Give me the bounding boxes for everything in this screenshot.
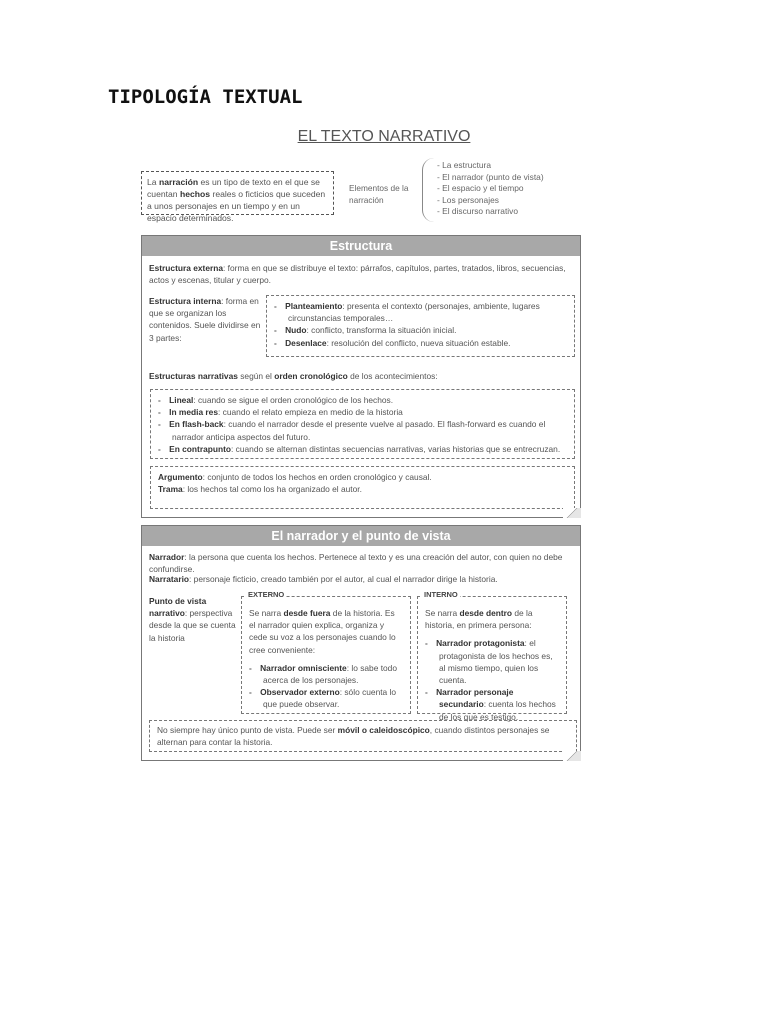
estructura-interna [149, 295, 267, 344]
interno-label: INTERNO [424, 590, 458, 599]
list-item [274, 300, 567, 324]
argumento-line [158, 471, 567, 483]
estructuras-narrativas-box [150, 389, 575, 459]
narratario-term: Narratario [149, 574, 190, 584]
estructura-header: Estructura [142, 236, 580, 256]
item-text: : resolución del conflicto, nueva situación estable. [326, 337, 511, 348]
item-text: : presenta el contexto (personajes, ambiente, lugares circunstancias temporales… [288, 301, 540, 324]
trama-text: : los hechos tal como los ha organizado el autor. [182, 484, 362, 495]
narratario-definition [149, 573, 577, 585]
narrativas-term: Estructuras narrativas [149, 371, 238, 381]
elements-label: Elementos de la narración [349, 183, 409, 205]
estructura-externa-term: Estructura externa [149, 263, 224, 273]
list-item [158, 418, 567, 442]
note-box [149, 720, 577, 752]
item-term: Narrador protagonista [436, 638, 525, 649]
estructura-interna-box [266, 295, 575, 357]
page-fold-corner [563, 508, 581, 518]
item-term: Narrador personaje secundario [436, 687, 514, 710]
element-item: - La estructura [437, 160, 544, 172]
trama-term: Trama [158, 484, 183, 495]
externo-text-2: de la historia. Es el narrador quien explica, organiza y cede su voz a los personajes cuando lo cree conveniente: [249, 608, 396, 655]
estructuras-narrativas-title [149, 370, 569, 382]
punto-de-vista [149, 595, 243, 644]
pov-term: Punto de vista narrativo [149, 596, 207, 619]
list-item [158, 443, 567, 455]
list-item [249, 662, 403, 686]
element-item: - El espacio y el tiempo [437, 183, 544, 195]
narration-definition-box [141, 171, 334, 224]
note-text-2: , cuando distintos personajes se alternan para contar la historia. [157, 725, 550, 748]
item-term: Planteamiento [285, 301, 343, 311]
narrador-header: El narrador y el punto de vista [142, 526, 580, 546]
item-term: In media res [169, 407, 219, 418]
page-heading: TIPOLOGÍA TEXTUAL [108, 86, 303, 108]
brace-divider [422, 158, 435, 222]
narratario-text: : personaje ficticio, creado también por el autor, al cual el narrador dirige la historia. [189, 574, 498, 584]
narrativas-end: de los acontecimientos: [347, 371, 438, 381]
list-item [425, 637, 559, 686]
externo-term: desde fuera [283, 608, 331, 618]
narrativas-mid: según el [237, 371, 275, 381]
item-term: En flash-back [169, 419, 224, 430]
item-term: Observador externo [260, 687, 340, 698]
list-item [274, 337, 567, 349]
list-item [158, 406, 567, 418]
estructura-card [141, 235, 581, 518]
narrador-term: Narrador [149, 552, 185, 562]
narrador-definition [149, 551, 577, 575]
intro-text-2: es un tipo de texto en el que se cuentan [147, 177, 320, 200]
item-text: : sólo cuenta lo que puede observar. [263, 687, 397, 710]
narrativas-term2: orden cronológico [274, 371, 348, 381]
trama-line [158, 483, 567, 495]
list-item [425, 686, 559, 723]
intro-text-1: La [147, 177, 159, 187]
estructura-interna-text: : forma en que se organizan los contenidos. Suele dividirse en 3 partes: [149, 296, 261, 343]
document-title [0, 128, 768, 146]
page-fold-corner [563, 751, 581, 761]
list-item [158, 394, 567, 406]
item-text: : cuando se sigue el orden cronológico de los hechos. [193, 395, 394, 405]
interno-text-1: Se narra [425, 608, 460, 618]
item-text: : el protagonista de los hechos es, al mismo tiempo, quien los cuenta. [439, 638, 553, 685]
interno-description [425, 607, 559, 631]
estructura-externa-text: : forma en que se distribuye el texto: párrafos, capítulos, partes, tratados, libros, secuencias, actos y escenas, titular y cuerpo. [149, 263, 566, 286]
item-term: Lineal [169, 395, 194, 405]
element-item: - Los personajes [437, 195, 544, 207]
intro-text-3: reales o ficticios que suceden a unos personajes en un tiempo y en un espacio determinados. [147, 189, 326, 224]
argumento-text: : conjunto de todos los hechos en orden cronológico y causal. [202, 472, 432, 482]
narrador-text: : la persona que cuenta los hechos. Pertenece al texto y es una creación del autor, con quien no debe confundirse. [149, 552, 563, 575]
interno-box [417, 590, 567, 722]
item-text: : cuando el narrador desde el presente vuelve al pasado. El flash-forward es cuando el narrador anticipa aspectos del futuro. [172, 419, 546, 442]
note-text-1: No siempre hay único punto de vista. Puede ser [157, 725, 338, 735]
externo-box [241, 590, 411, 714]
item-text: : conflicto, transforma la situación inicial. [306, 325, 457, 336]
externo-description [249, 607, 403, 656]
interno-text-2: de la historia, en primera persona: [425, 608, 533, 631]
argumento-trama-box [150, 466, 575, 509]
estructura-interna-term: Estructura interna [149, 296, 222, 306]
elements-list [437, 160, 544, 218]
list-item [274, 324, 567, 336]
note-term: móvil o caleidoscópico [337, 725, 430, 735]
pov-text: : perspectiva desde la que se cuenta la historia [149, 608, 236, 643]
argumento-term: Argumento [158, 472, 203, 482]
item-text: : cuando se alternan distintas secuencias narrativas, varias historias que se entrecruzan. [231, 443, 561, 454]
intro-term-hechos: hechos [179, 189, 211, 200]
list-item [249, 686, 403, 710]
narrador-card [141, 525, 581, 761]
item-text: : lo sabe todo acerca de los personajes. [263, 662, 397, 685]
item-text: : cuando el relato empieza en medio de la historia [218, 407, 403, 418]
interno-term: desde dentro [459, 608, 513, 618]
item-text: : cuenta los hechos de los que es testigo. [439, 699, 556, 722]
item-term: Desenlace [285, 337, 327, 348]
intro-term-narracion: narración [158, 177, 199, 187]
externo-label: EXTERNO [248, 590, 285, 599]
item-term: En contrapunto [169, 443, 232, 454]
element-item: - El narrador (punto de vista) [437, 172, 544, 184]
item-term: Nudo [285, 325, 307, 336]
element-item: - El discurso narrativo [437, 206, 544, 218]
item-term: Narrador omnisciente [260, 662, 347, 673]
externo-text-1: Se narra [249, 608, 284, 618]
document-title-text: EL TEXTO NARRATIVO [297, 128, 471, 145]
estructura-externa [149, 262, 569, 286]
